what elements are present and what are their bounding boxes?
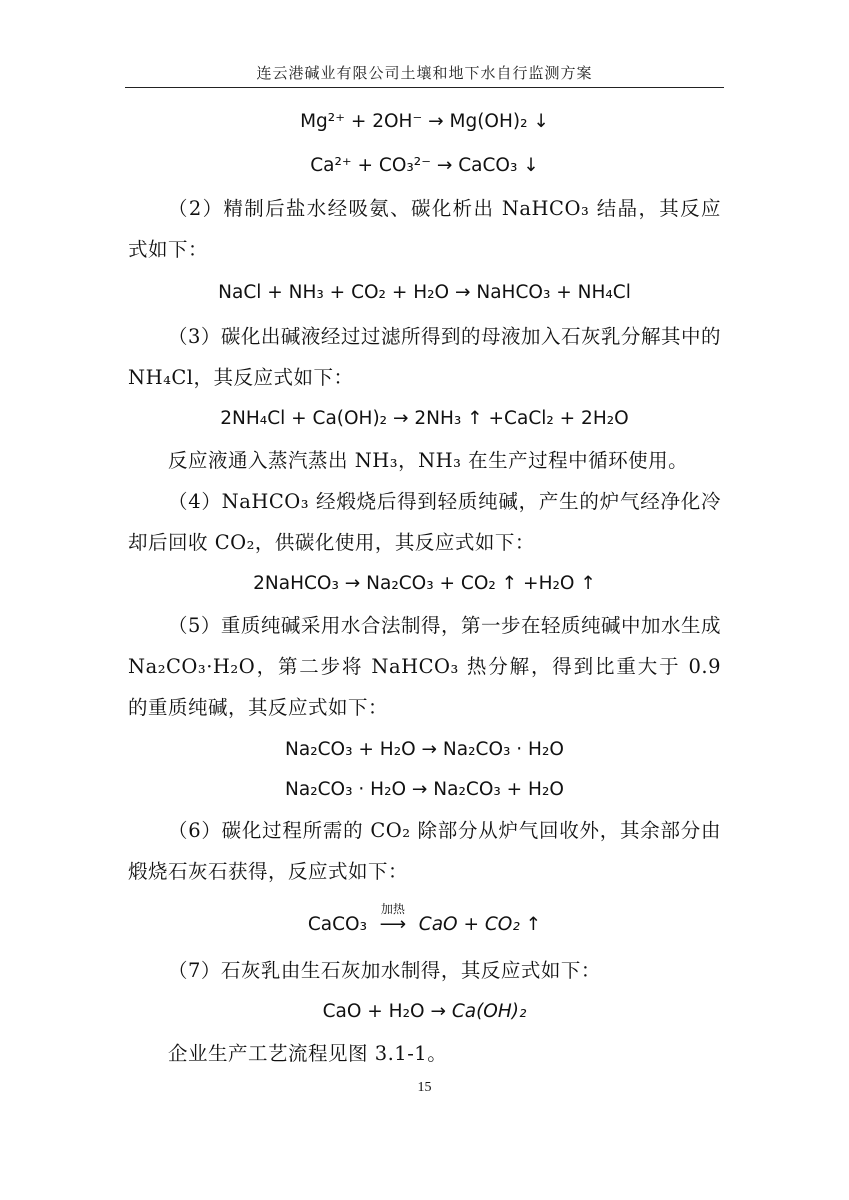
paragraph-step-2: （2）精制后盐水经吸氨、碳化析出 NaHCO₃ 结晶，其反应式如下：: [128, 197, 721, 261]
equation-nacl: NaCl + NH₃ + CO₂ + H₂O → NaHCO₃ + NH₄Cl: [218, 282, 631, 303]
paragraph-step-6: （6）碳化过程所需的 CO₂ 除部分从炉气回收外，其余部分由煅烧石灰石获得，反应式如下：: [128, 819, 721, 883]
document-body: [128, 100, 721, 1074]
page-header-title: 连云港碱业有限公司土壤和地下水自行监测方案: [256, 64, 593, 82]
equation-slaking: [128, 991, 721, 1033]
heating-label: 加热: [380, 902, 405, 916]
equation-slaking-right: Ca(OH)₂: [451, 1001, 527, 1022]
equation-hydrate: Na₂CO₃ + H₂O → Na₂CO₃ · H₂O: [285, 739, 564, 760]
heating-arrow: [373, 892, 413, 958]
equation-calcination-left: CaCO₃: [307, 914, 373, 935]
paragraph-step-3-note: 反应液通入蒸汽蒸出 NH₃，NH₃ 在生产过程中循环使用。: [168, 449, 689, 472]
paragraph-step-5: （5）重质纯碱采用水合法制得，第一步在轻质纯碱中加水生成 Na₂CO₃·H₂O，第二步将 NaHCO₃ 热分解，得到比重大于 0.9 的重质纯碱，其反应式如下：: [128, 614, 721, 719]
equation-slaking-left: CaO + H₂O →: [322, 1001, 452, 1022]
equation-mg: Mg²⁺ + 2OH⁻ → Mg(OH)₂ ↓: [300, 111, 549, 132]
paragraph-flow-reference: 企业生产工艺流程见图 3.1-1。: [168, 1042, 448, 1065]
header-rule: [125, 87, 724, 88]
paragraph-step-7: （7）石灰乳由生石灰加水制得，其反应式如下：: [168, 959, 601, 982]
paragraph-step-3: （3）碳化出碱液经过过滤所得到的母液加入石灰乳分解其中的 NH₄Cl，其反应式如下：: [128, 325, 721, 389]
equation-ca: Ca²⁺ + CO₃²⁻ → CaCO₃ ↓: [310, 155, 539, 176]
arrow-icon: ⟶: [379, 914, 407, 935]
page-number: 15: [417, 1080, 432, 1095]
equation-calcination: [128, 892, 721, 950]
paragraph-step-4: （4）NaHCO₃ 经煅烧后得到轻质纯碱，产生的炉气经净化冷却后回收 CO₂，供碳化使用，其反应式如下：: [128, 490, 721, 554]
equation-dehydrate: Na₂CO₃ · H₂O → Na₂CO₃ + H₂O: [285, 779, 564, 800]
equation-nahco3: 2NaHCO₃ → Na₂CO₃ + CO₂ ↑ +H₂O ↑: [253, 573, 596, 594]
equation-calcination-right: CaO + CO₂ ↑: [412, 914, 542, 935]
equation-nh4cl: 2NH₄Cl + Ca(OH)₂ → 2NH₃ ↑ +CaCl₂ + 2H₂O: [220, 408, 629, 429]
